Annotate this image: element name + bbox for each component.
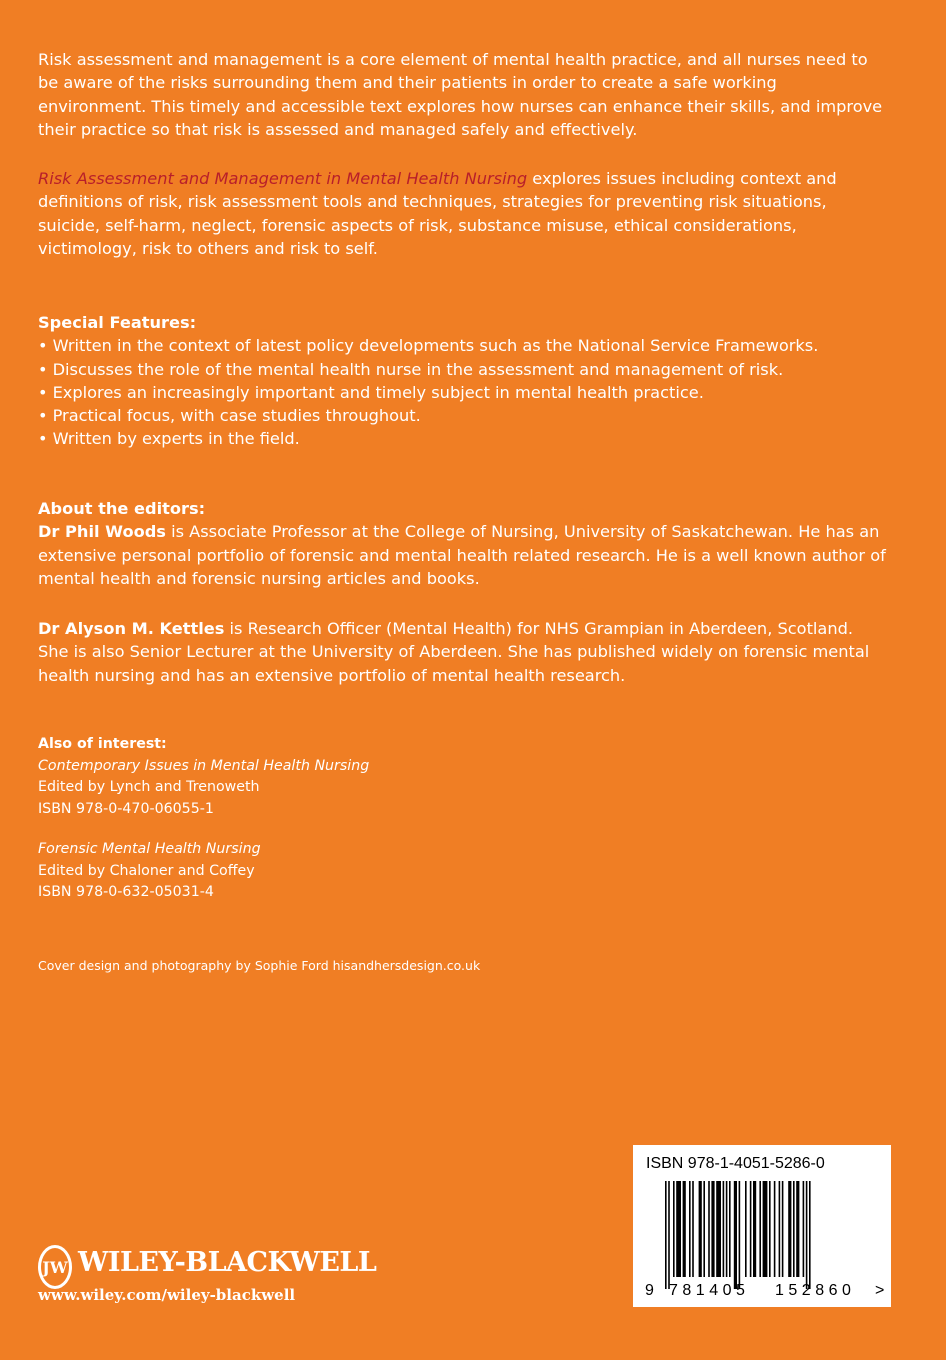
publisher-url: www.wiley.com/wiley-blackwell <box>38 1286 296 1304</box>
barcode-isbn-label: ISBN 978-1-4051-5286-0 <box>646 1155 825 1172</box>
also-of-interest <box>38 734 888 820</box>
barcode-bar <box>676 1181 681 1277</box>
also-heading: Also of interest: <box>38 736 167 752</box>
barcode-bar <box>809 1181 811 1289</box>
barcode-bar <box>711 1181 714 1277</box>
barcode-bar <box>729 1181 731 1277</box>
barcode-bar <box>774 1181 776 1277</box>
barcode-bar <box>683 1181 686 1277</box>
feature-item: • Practical focus, with case studies throughout. <box>38 406 421 426</box>
related-book-title: Contemporary Issues in Mental Health Nursing <box>38 757 370 774</box>
barcode-bar <box>703 1181 705 1277</box>
barcode-bar <box>745 1181 747 1277</box>
about-editors <box>38 497 888 590</box>
barcode-bar <box>793 1181 795 1277</box>
barcode-bar <box>665 1181 667 1289</box>
barcode-bar <box>723 1181 725 1277</box>
barcode-bar <box>769 1181 771 1277</box>
related-book-editors: Edited by Lynch and Trenoweth <box>38 779 260 795</box>
cover-credit: Cover design and photography by Sophie Ford hisandhersdesign.co.uk <box>38 958 481 973</box>
barcode-bar <box>726 1181 728 1277</box>
editors-heading: About the editors: <box>38 499 206 518</box>
features-heading: Special Features: <box>38 313 197 332</box>
wiley-emblem-icon: JW <box>38 1245 72 1289</box>
barcode-bar <box>673 1181 675 1277</box>
barcode-bar <box>739 1181 741 1289</box>
barcode-bar <box>689 1181 691 1277</box>
also-of-interest-2 <box>38 839 888 904</box>
intro-paragraph: Risk assessment and management is a core element of mental health practice, and all nurses need to be aware of the risks surrounding them and their patients in order to create a safe working environment. This timely and accessible text explores how nurses can enhance their skills, and improve their practice so that risk is assessed and managed safely and effectively. <box>38 50 883 139</box>
barcode-bar <box>759 1181 761 1277</box>
barcode-bar <box>796 1181 799 1277</box>
barcode-bar <box>699 1181 702 1277</box>
barcode-bar <box>806 1181 808 1289</box>
editor-bio-2 <box>38 617 888 687</box>
feature-item: • Explores an increasingly important and timely subject in mental health practice. <box>38 382 704 402</box>
feature-item: • Written in the context of latest policy developments such as the National Service Frameworks. <box>38 336 819 356</box>
description-paragraph <box>38 167 888 260</box>
description-text: explores issues including context and definitions of risk, risk assessment tools and techniques, strategies for preventing risk situations, suicide, self-harm, neglect, forensic aspects of risk, substance misuse, ethical considerations, victimology, risk to others and risk to self. <box>38 169 837 258</box>
barcode-bar <box>788 1181 791 1277</box>
barcode-bar <box>734 1181 737 1289</box>
barcode-bar <box>803 1181 805 1277</box>
related-book-editors: Edited by Chaloner and Coffey <box>38 862 255 879</box>
barcode-bar <box>692 1181 694 1277</box>
isbn-barcode <box>633 1145 891 1307</box>
related-book-isbn: ISBN 978-0-632-05031-4 <box>38 884 214 900</box>
feature-item: • Written by experts in the field. <box>38 429 300 449</box>
barcode-bar <box>750 1181 752 1277</box>
editor-bio: Dr Phil Woods is Associate Professor at the College of Nursing, University of Saskatchewan. He has an extensive personal portfolio of forensic and mental health related research. He is a well known author of mental health and forensic nursing articles and books. <box>38 522 886 588</box>
barcode-bar <box>753 1181 756 1277</box>
barcode-bar <box>716 1181 721 1277</box>
related-book-title: Forensic Mental Health Nursing <box>38 841 261 857</box>
publisher-name: WILEY-BLACKWELL <box>78 1247 377 1278</box>
special-features <box>38 311 888 451</box>
features-list <box>38 334 888 450</box>
barcode-bars-icon <box>665 1181 875 1289</box>
feature-item: • Discusses the role of the mental health nurse in the assessment and management of risk. <box>38 359 784 379</box>
barcode-bar <box>763 1181 768 1277</box>
barcode-bar <box>779 1181 781 1277</box>
barcode-bar <box>668 1181 670 1289</box>
barcode-bar <box>708 1181 710 1277</box>
barcode-bar <box>782 1181 784 1277</box>
barcode-digits: 9 781405 152860 > <box>645 1282 885 1299</box>
editor-bio: Dr Alyson M. Kettles is Research Officer (Mental Health) for NHS Grampian in Aberdeen, Scotland. She is also Senior Lecturer at the University of Aberdeen. She has published widely on forensic mental health nursing and has an extensive portfolio of mental health research. <box>38 619 870 685</box>
book-title: Risk Assessment and Management in Mental Health Nursing <box>38 169 528 188</box>
related-book-isbn: ISBN 978-0-470-06055-1 <box>38 800 214 817</box>
barcode-arrow: > <box>875 1282 885 1299</box>
